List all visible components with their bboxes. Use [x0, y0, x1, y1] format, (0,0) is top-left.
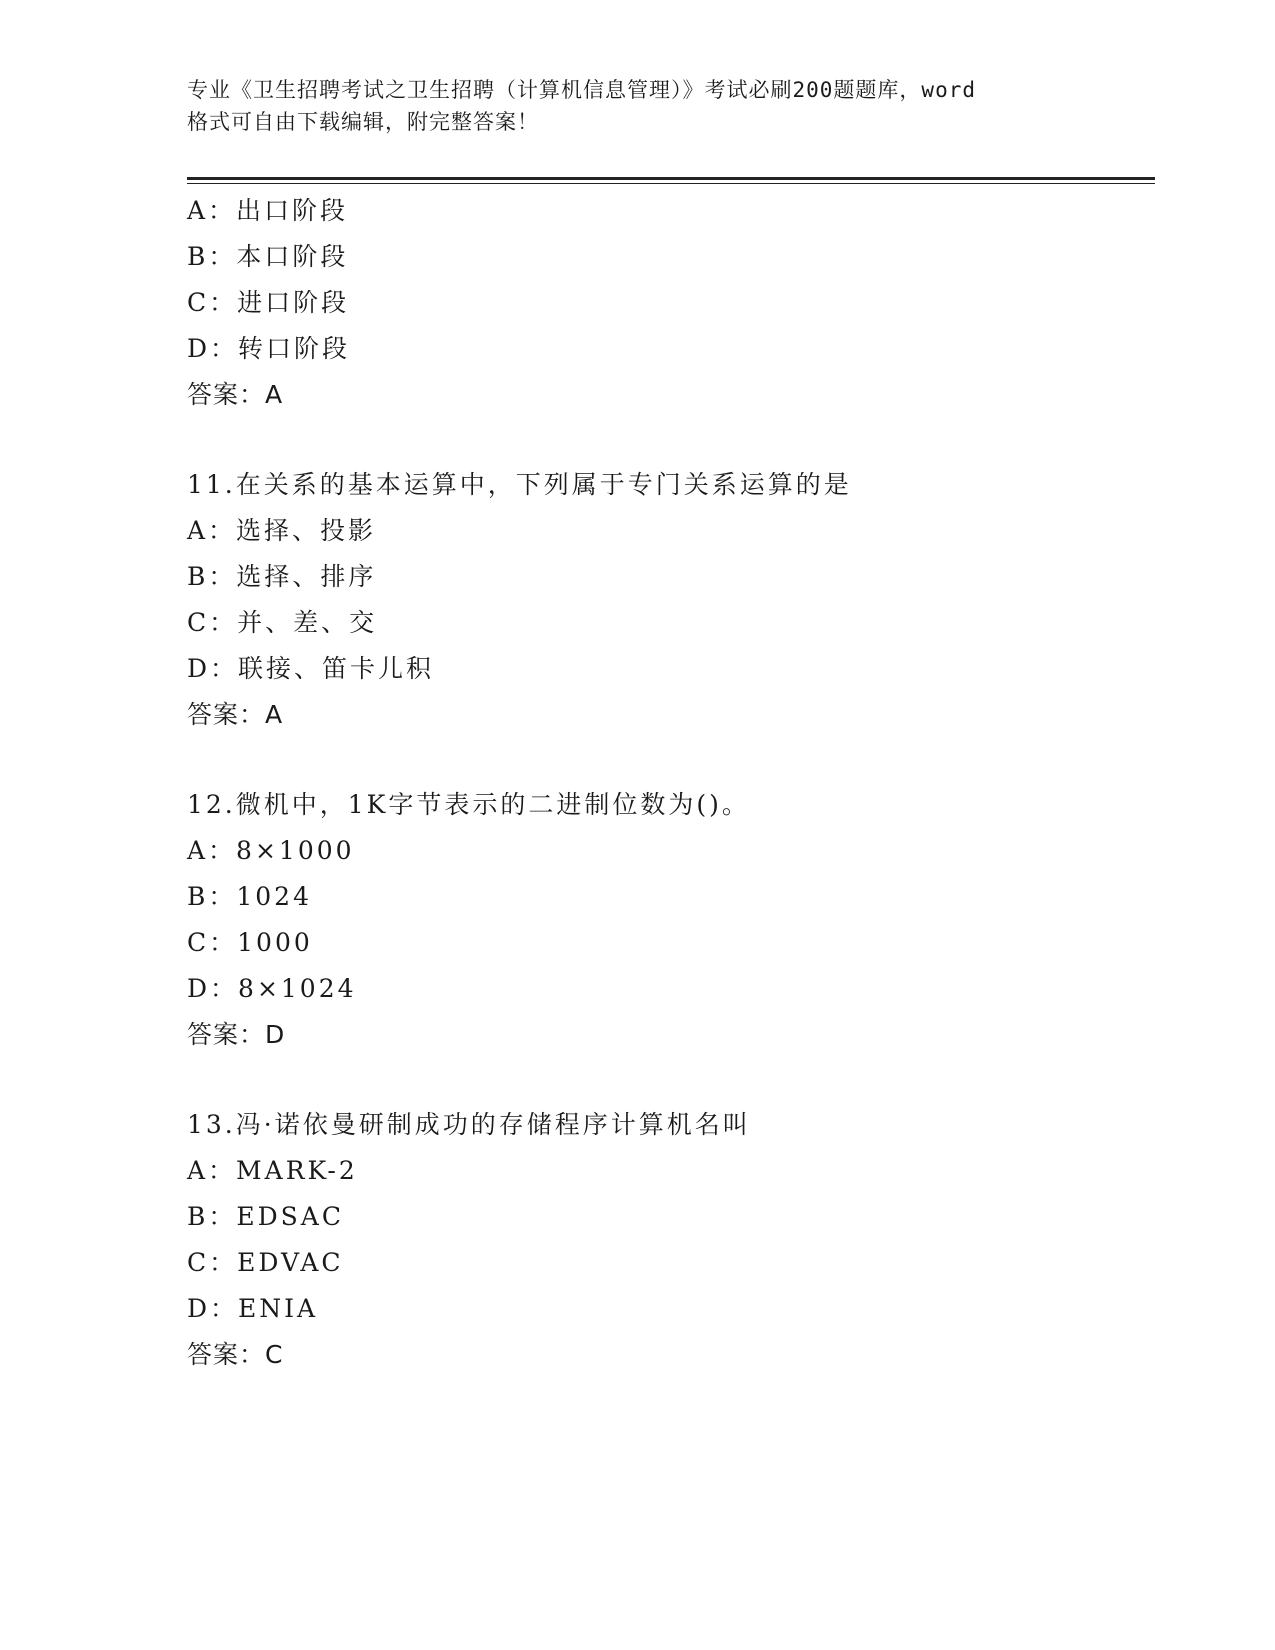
answer-line: 答案：C: [187, 1340, 284, 1369]
header-line-2: 格式可自由下载编辑，附完整答案！: [187, 110, 539, 134]
header-rule-thick: [187, 177, 1155, 180]
option-b: B：本口阶段: [187, 242, 349, 271]
option-b: B：EDSAC: [187, 1202, 344, 1231]
spacer: [187, 418, 1147, 462]
option-d: D：8×1024: [187, 974, 357, 1003]
header-line-1: 专业《卫生招聘考试之卫生招聘（计算机信息管理）》考试必刷200题题库，word: [187, 78, 976, 102]
option-c: C：1000: [187, 928, 313, 957]
option-a: A：出口阶段: [187, 196, 349, 225]
document-header: [187, 74, 1087, 138]
answer-line: 答案：A: [187, 380, 284, 409]
question-13: [187, 1102, 1147, 1378]
spacer: [187, 1058, 1147, 1102]
option-a: A：MARK-2: [187, 1156, 358, 1185]
header-rule-thin: [187, 183, 1155, 184]
question-12: [187, 782, 1147, 1058]
option-d: D：联接、笛卡儿积: [187, 654, 435, 683]
option-c: C：EDVAC: [187, 1248, 344, 1277]
question-11: [187, 462, 1147, 738]
answer-line: 答案：A: [187, 700, 284, 729]
spacer: [187, 738, 1147, 782]
option-b: B：1024: [187, 882, 312, 911]
answer-line: 答案：D: [187, 1020, 286, 1049]
option-a: A：选择、投影: [187, 516, 377, 545]
option-d: D：转口阶段: [187, 334, 351, 363]
question-10: [187, 188, 1147, 418]
option-b: B：选择、排序: [187, 562, 377, 591]
option-c: C：并、差、交: [187, 608, 378, 637]
question-list: [187, 188, 1147, 1378]
option-a: A：8×1000: [187, 836, 355, 865]
option-c: C：进口阶段: [187, 288, 350, 317]
question-text: 13.冯·诺依曼研制成功的存储程序计算机名叫: [187, 1110, 751, 1139]
option-d: D：ENIA: [187, 1294, 319, 1323]
question-text: 11.在关系的基本运算中，下列属于专门关系运算的是: [187, 470, 852, 499]
question-text: 12.微机中，1K字节表示的二进制位数为()。: [187, 790, 750, 819]
